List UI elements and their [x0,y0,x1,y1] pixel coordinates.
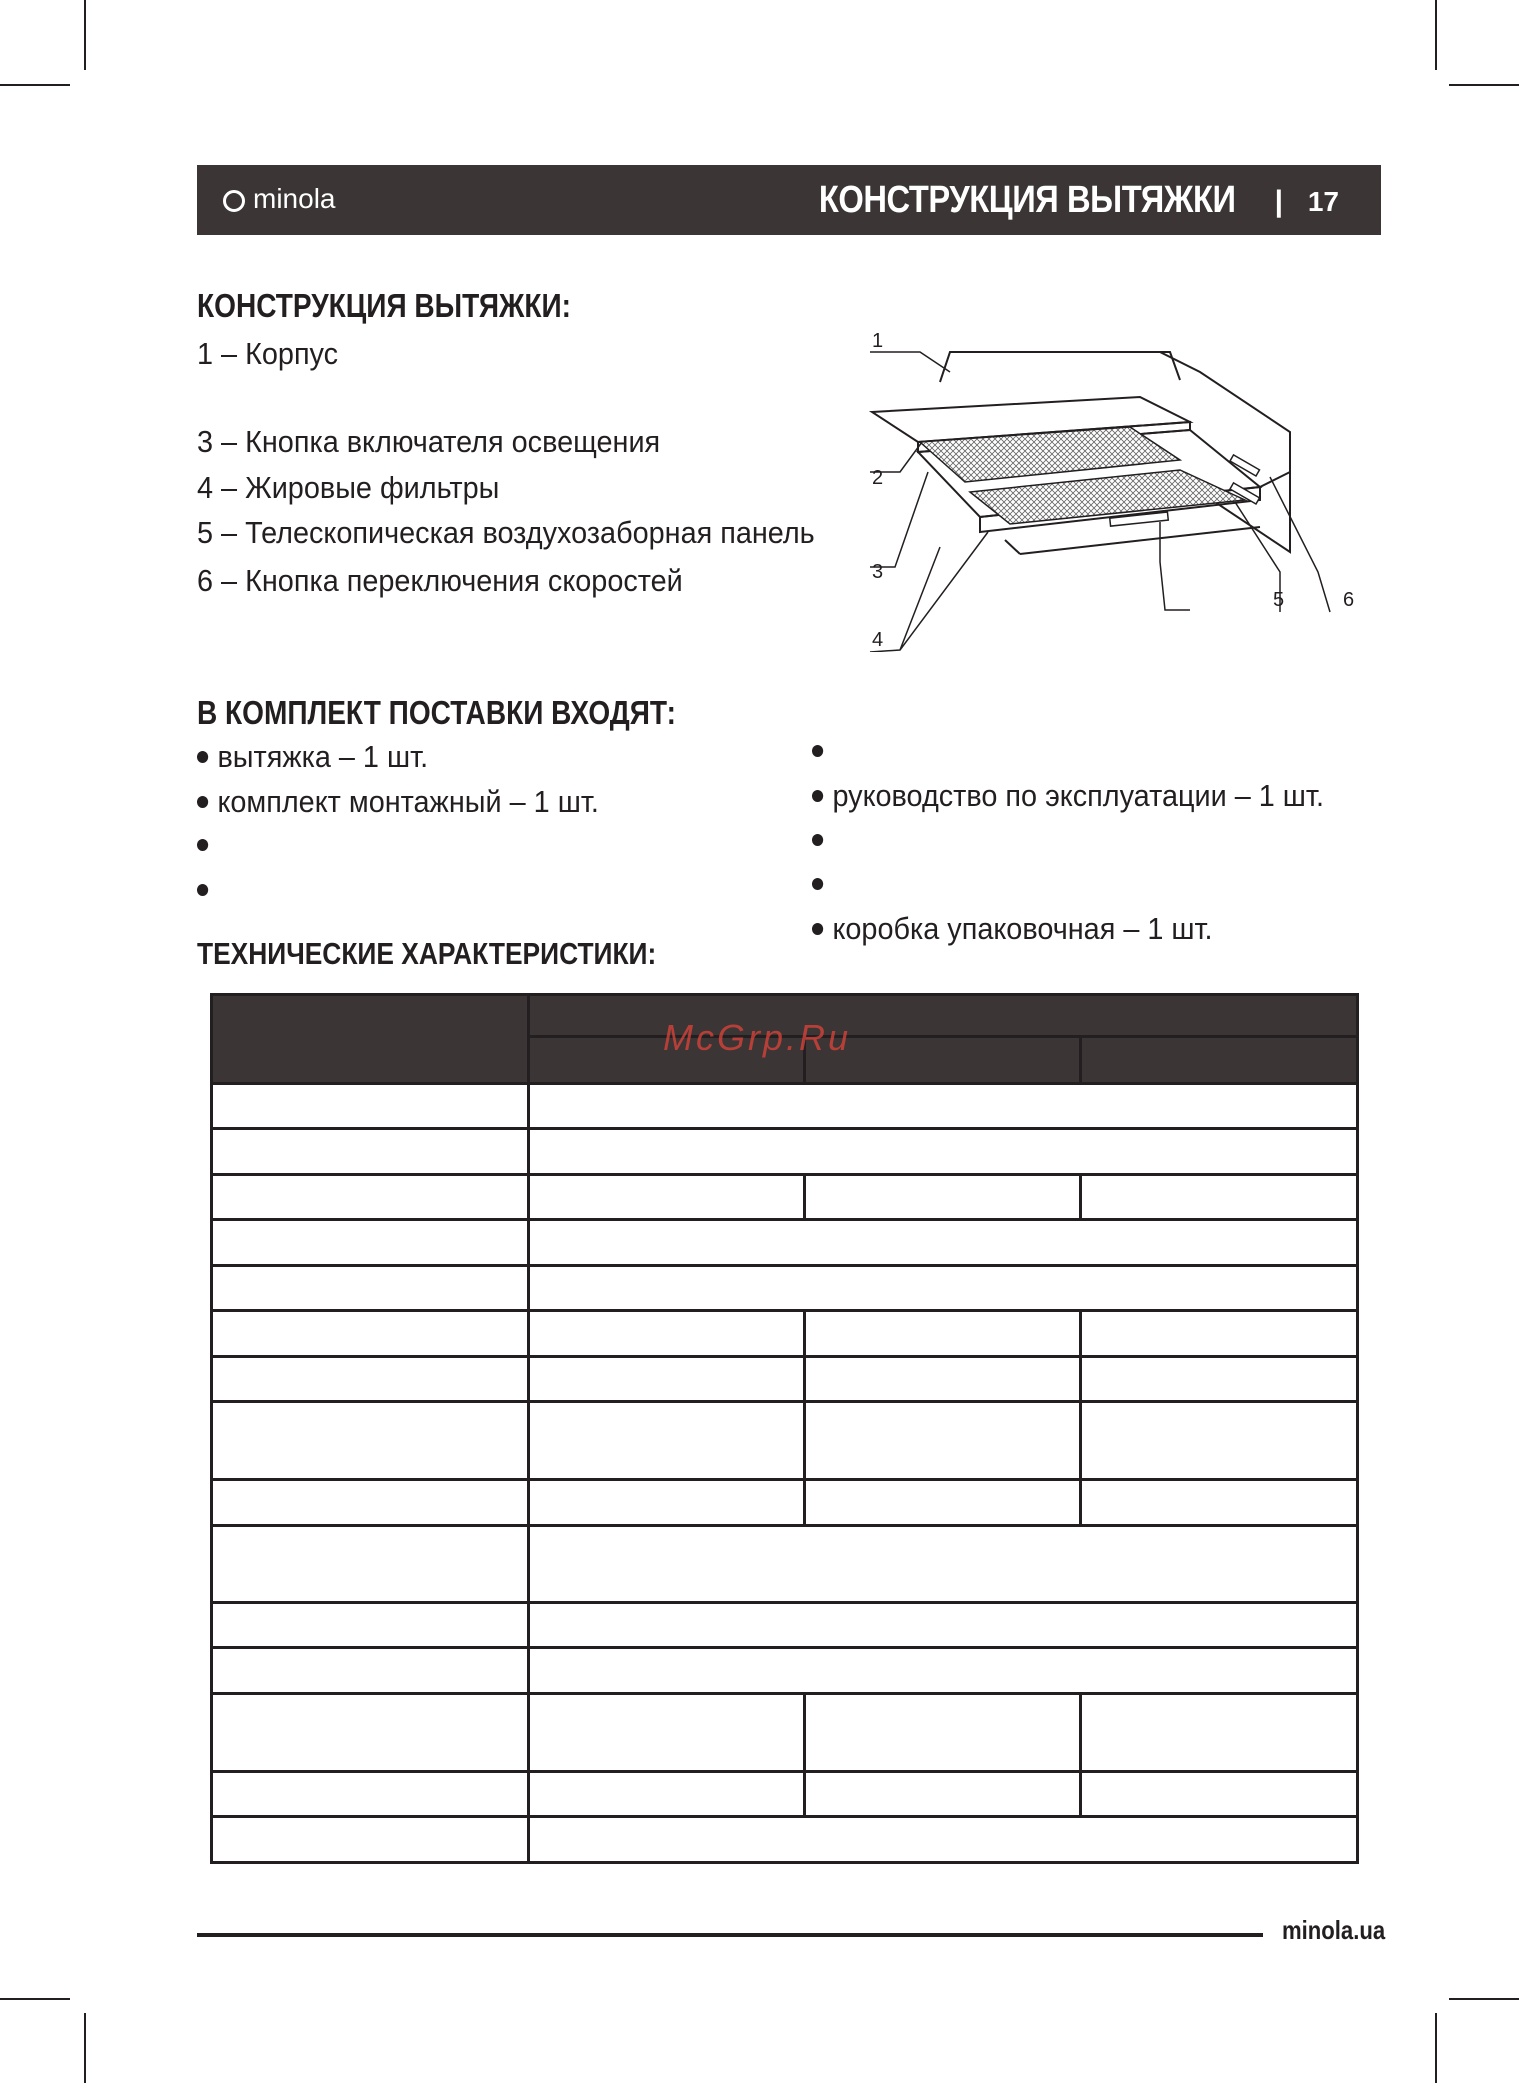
crop-mark [1449,84,1519,86]
table-row [212,1402,1358,1480]
crop-mark [84,2013,86,2083]
bullet-icon [197,884,208,896]
table-row [212,1129,1358,1175]
construction-item: 5 – Телескопическая воздухозаборная панель [197,515,815,550]
hood-diagram [860,322,1380,652]
crop-mark [1435,0,1437,70]
callout-label: 3 [872,561,884,583]
package-item: комплект монтажный – 1 шт. [197,784,599,820]
bullet-icon [812,878,823,890]
specs-table [210,993,1359,1864]
bullet-icon [812,834,823,846]
table-row [212,1220,1358,1266]
construction-item: 3 – Кнопка включателя освещения [197,424,661,459]
bullet-icon [197,796,208,808]
package-heading: В КОМПЛЕКТ ПОСТАВКИ ВХОДЯТ: [197,694,677,731]
table-row [212,1084,1358,1129]
construction-heading: КОНСТРУКЦИЯ ВЫТЯЖКИ: [197,287,572,324]
crop-mark [84,0,86,70]
page-header [197,165,1381,235]
table-row [212,1694,1358,1772]
watermark: McGrp.Ru [663,1017,852,1058]
table-row [212,1311,1358,1357]
table-row [212,1526,1358,1603]
package-item [812,733,832,769]
package-item [812,822,832,858]
table-row [212,1772,1358,1817]
table-row [212,1648,1358,1694]
bullet-icon [197,839,208,851]
table-row [212,1817,1358,1863]
package-item: коробка упаковочная – 1 шт. [812,911,1213,947]
package-item [812,866,832,902]
footer-rule [197,1933,1263,1937]
drop-icon [223,190,245,212]
construction-item: 1 – Корпус [197,336,339,371]
table-header-cell [1081,1037,1358,1084]
table-row [212,1175,1358,1220]
page-title: КОНСТРУКЦИЯ ВЫТЯЖКИ [819,179,1236,221]
crop-mark [1449,1998,1519,2000]
package-item: вытяжка – 1 шт. [197,739,428,775]
brand-logo [223,183,335,215]
package-item: руководство по эксплуатации – 1 шт. [812,778,1324,814]
bullet-icon [812,923,823,935]
table-header-cell [212,995,529,1084]
specs-heading: ТЕХНИЧЕСКИЕ ХАРАКТЕРИСТИКИ: [197,936,657,971]
table-row [212,1603,1358,1648]
callout-label: 6 [1343,589,1355,611]
table-row [212,1357,1358,1402]
table-row [212,1480,1358,1526]
brand-name: minola [253,183,336,214]
callout-label: 4 [872,629,884,651]
table-header-cell [529,995,1358,1037]
header-separator: | [1274,185,1283,218]
package-item [197,872,217,908]
bullet-icon [812,745,823,757]
crop-mark [0,84,70,86]
crop-mark [0,1998,70,2000]
construction-item: 4 – Жировые фильтры [197,470,500,505]
construction-item: 6 – Кнопка переключения скоростей [197,563,683,598]
page-number: 17 [1307,186,1339,217]
bullet-icon [197,751,208,763]
package-item [197,827,217,863]
footer-url: minola.ua [1282,1915,1386,1945]
callout-label: 5 [1273,589,1285,611]
table-row [212,1266,1358,1311]
callout-label: 2 [872,467,884,489]
bullet-icon [812,790,823,802]
crop-mark [1435,2013,1437,2083]
callout-label: 1 [872,330,884,352]
